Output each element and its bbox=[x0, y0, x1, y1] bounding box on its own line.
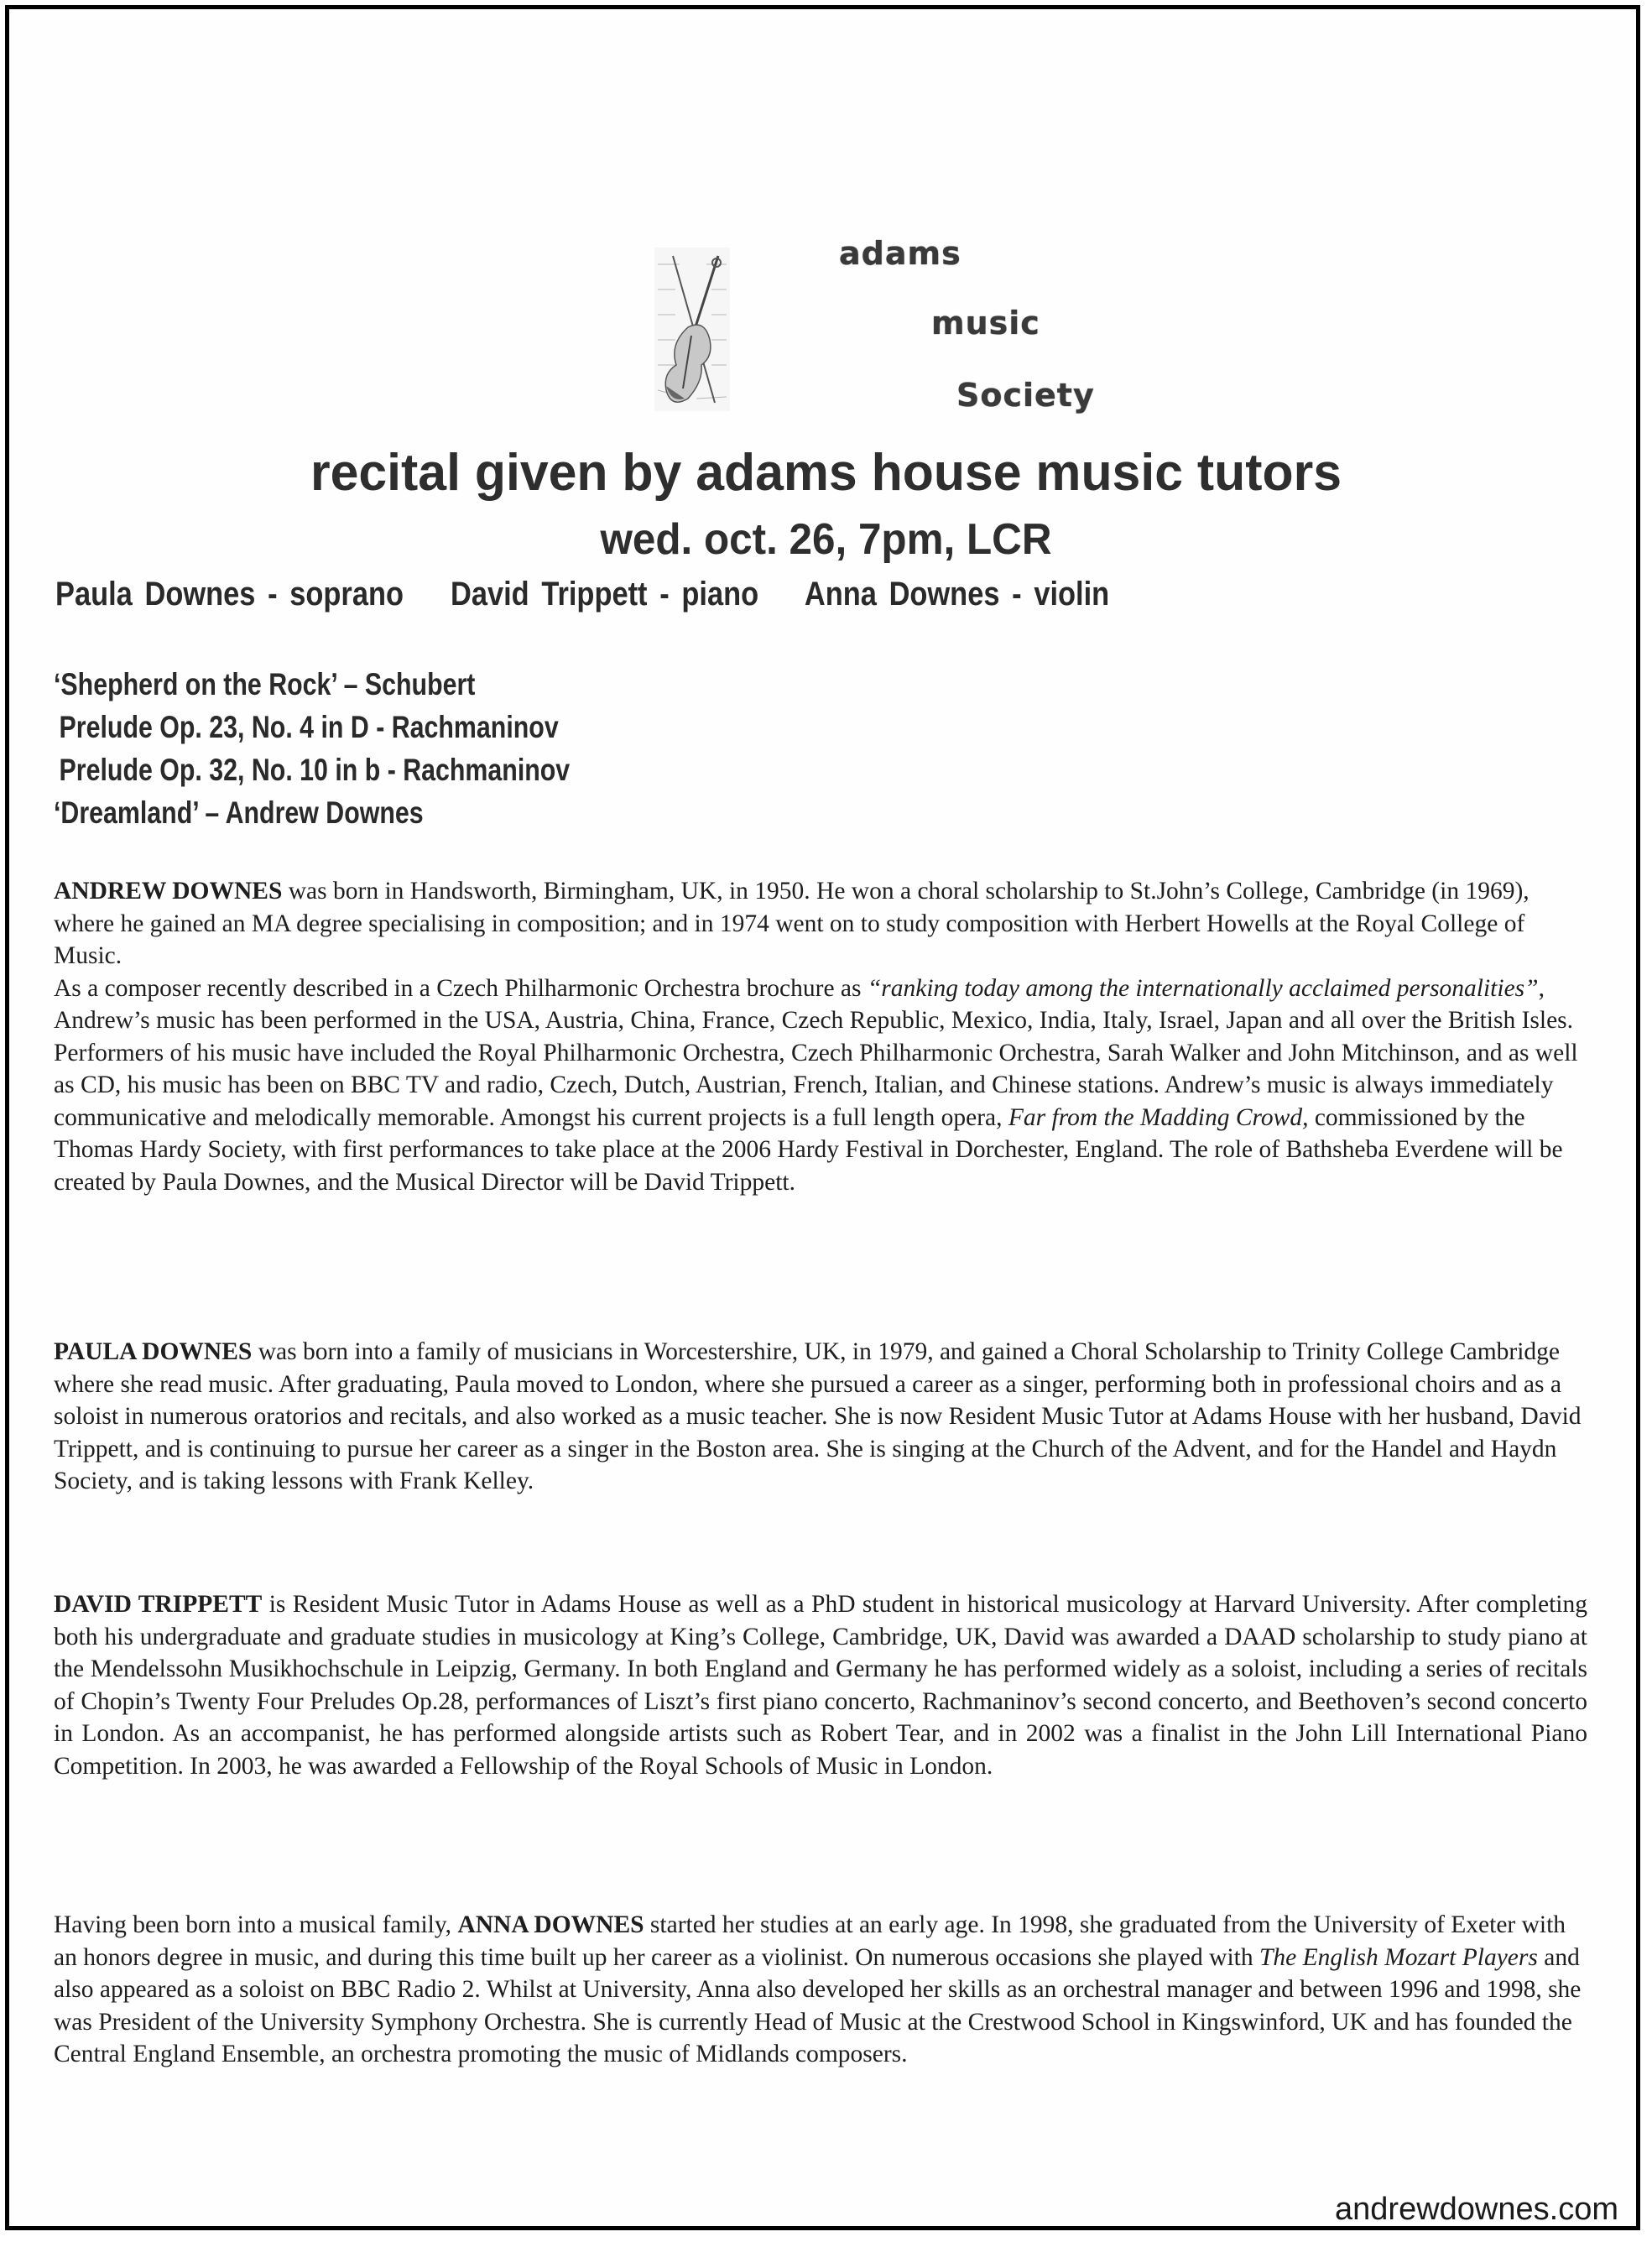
performer-soprano: Paula Downes - soprano bbox=[55, 576, 404, 613]
ensemble-name: The English Mozart Players bbox=[1259, 1943, 1538, 1971]
bio-text: was born in Handsworth, Birmingham, UK, in 1950. He won a choral scholarship to St.John’s College, Cambridge (in 1969), where he gained an MA degree specialising in composition; and in 1974 went on to study composition with Herbert Howells at the Royal College of Music. bbox=[54, 878, 1530, 969]
bio-name: DAVID TRIPPETT bbox=[54, 1591, 263, 1618]
bio-anna-downes bbox=[54, 1909, 1587, 2071]
bio-name: ANDREW DOWNES bbox=[54, 878, 283, 905]
recital-title: recital given by adams house music tutors bbox=[310, 444, 1342, 502]
program-list bbox=[54, 663, 570, 834]
bio-paula-downes bbox=[54, 1336, 1587, 1498]
program-item: Prelude Op. 23, No. 4 in D - Rachmaninov bbox=[59, 710, 559, 744]
performers-line bbox=[55, 576, 1376, 613]
program-item: ‘Dreamland’ – Andrew Downes bbox=[54, 795, 424, 830]
society-line-adams: adams bbox=[839, 235, 961, 272]
society-line-society: Society bbox=[956, 377, 1095, 414]
bio-andrew-downes bbox=[54, 875, 1587, 1198]
bio-text: is Resident Music Tutor in Adams House as well as a PhD student in historical musicology at Harvard University. After completing both his undergraduate and graduate studies in musicology at King’s College, Cambridge, UK, David was awarded a DAAD scholarship to study piano at the Mendelssohn Musikhochschule in Leipzig, Germany. In both England and Germany he has performed widely as a soloist, including a series of recitals of Chopin’s Twenty Four Preludes Op.28, performances of Liszt’s first piano concerto, Rachmaninov’s second concerto, and Beethoven’s second concerto in London. As an accompanist, he has performed alongside artists such as Robert Tear, and in 2002 was a finalist in the John Lill International Piano Competition. In 2003, he was awarded a Fellowship of the Royal Schools of Music in London. bbox=[54, 1591, 1587, 1780]
society-line-music: music bbox=[931, 305, 1040, 342]
performer-piano: David Trippett - piano bbox=[450, 576, 759, 613]
bio-david-trippett bbox=[54, 1588, 1587, 1782]
bio-text: was born into a family of musicians in Worcestershire, UK, in 1979, and gained a Choral Scholarship to Trinity College Cambridge where she read music. After graduating, Paula moved to London, where she pursued a career as a singer, performing both in professional choirs and as a soloist in numerous oratorios and recitals, and also worked as a music teacher. She is now Resident Music Tutor at Adams House with her husband, David Trippett, and is continuing to pursue her career as a singer in the Boston area. She is singing at the Church of the Advent, and for the Handel and Haydn Society, and is taking lessons with Frank Kelley. bbox=[54, 1338, 1582, 1494]
bio-quote: “ranking today among the internationally acclaimed personalities” bbox=[867, 974, 1539, 1002]
bio-text: started her studies at an early age. In 1998, she graduated from the University of Exeter with an honors degree in music, and during this time built up her career as a violinist. On numerous occasions she played with bbox=[54, 1911, 1566, 1971]
bio-text: commissioned by the Thomas Hardy Society, with first performances to take place at the 2006 Hardy Festival in Dorchester, England. The role of Bathsheba Everdene will be created by Paula Downes, and the Musical Director will be David Trippett. bbox=[54, 1103, 1563, 1196]
opera-title: Far from the Madding Crowd, bbox=[1008, 1103, 1309, 1131]
program-item: Prelude Op. 32, No. 10 in b - Rachmaninov bbox=[59, 753, 571, 787]
bio-name: ANNA DOWNES bbox=[457, 1911, 644, 1938]
recital-date: wed. oct. 26, 7pm, LCR bbox=[600, 515, 1052, 564]
program-item: ‘Shepherd on the Rock’ – Schubert bbox=[54, 667, 476, 701]
performer-violin: Anna Downes - violin bbox=[804, 576, 1110, 613]
bio-text: As a composer recently described in a Czech Philharmonic Orchestra brochure as bbox=[54, 974, 868, 1002]
website-link[interactable]: andrewdownes.com bbox=[1335, 2192, 1618, 2227]
bio-text: , Andrew’s music has been performed in the USA, Austria, China, France, Czech Republic, Mexico, India, Italy, Israel, Japan and all over the British Isles. Performers of his music have included the Royal Philharmonic Orchestra, Czech Philharmonic Orchestra, Sarah Walker and John Mitchinson, and as well as CD, his music has been on BBC TV and radio, Czech, Dutch, Austrian, French, Italian, and Chinese stations. Andrew’s music is always immediately communicative and melodically memorable. Amongst his current projects is a full length opera, bbox=[54, 974, 1578, 1131]
bio-name: PAULA DOWNES bbox=[54, 1338, 253, 1365]
bio-text: Having been born into a musical family, bbox=[54, 1911, 458, 1938]
bio-text: and also appeared as a soloist on BBC Radio 2. Whilst at University, Anna also developed her skills as an orchestral manager and between 1996 and 1998, she was President of the University Symphony Orchestra. She is currently Head of Music at the Crestwood School in Kingswinford, UK and has founded the Central England Ensemble, an orchestra promoting the music of Midlands composers. bbox=[54, 1943, 1582, 2067]
violin-icon bbox=[654, 248, 730, 411]
